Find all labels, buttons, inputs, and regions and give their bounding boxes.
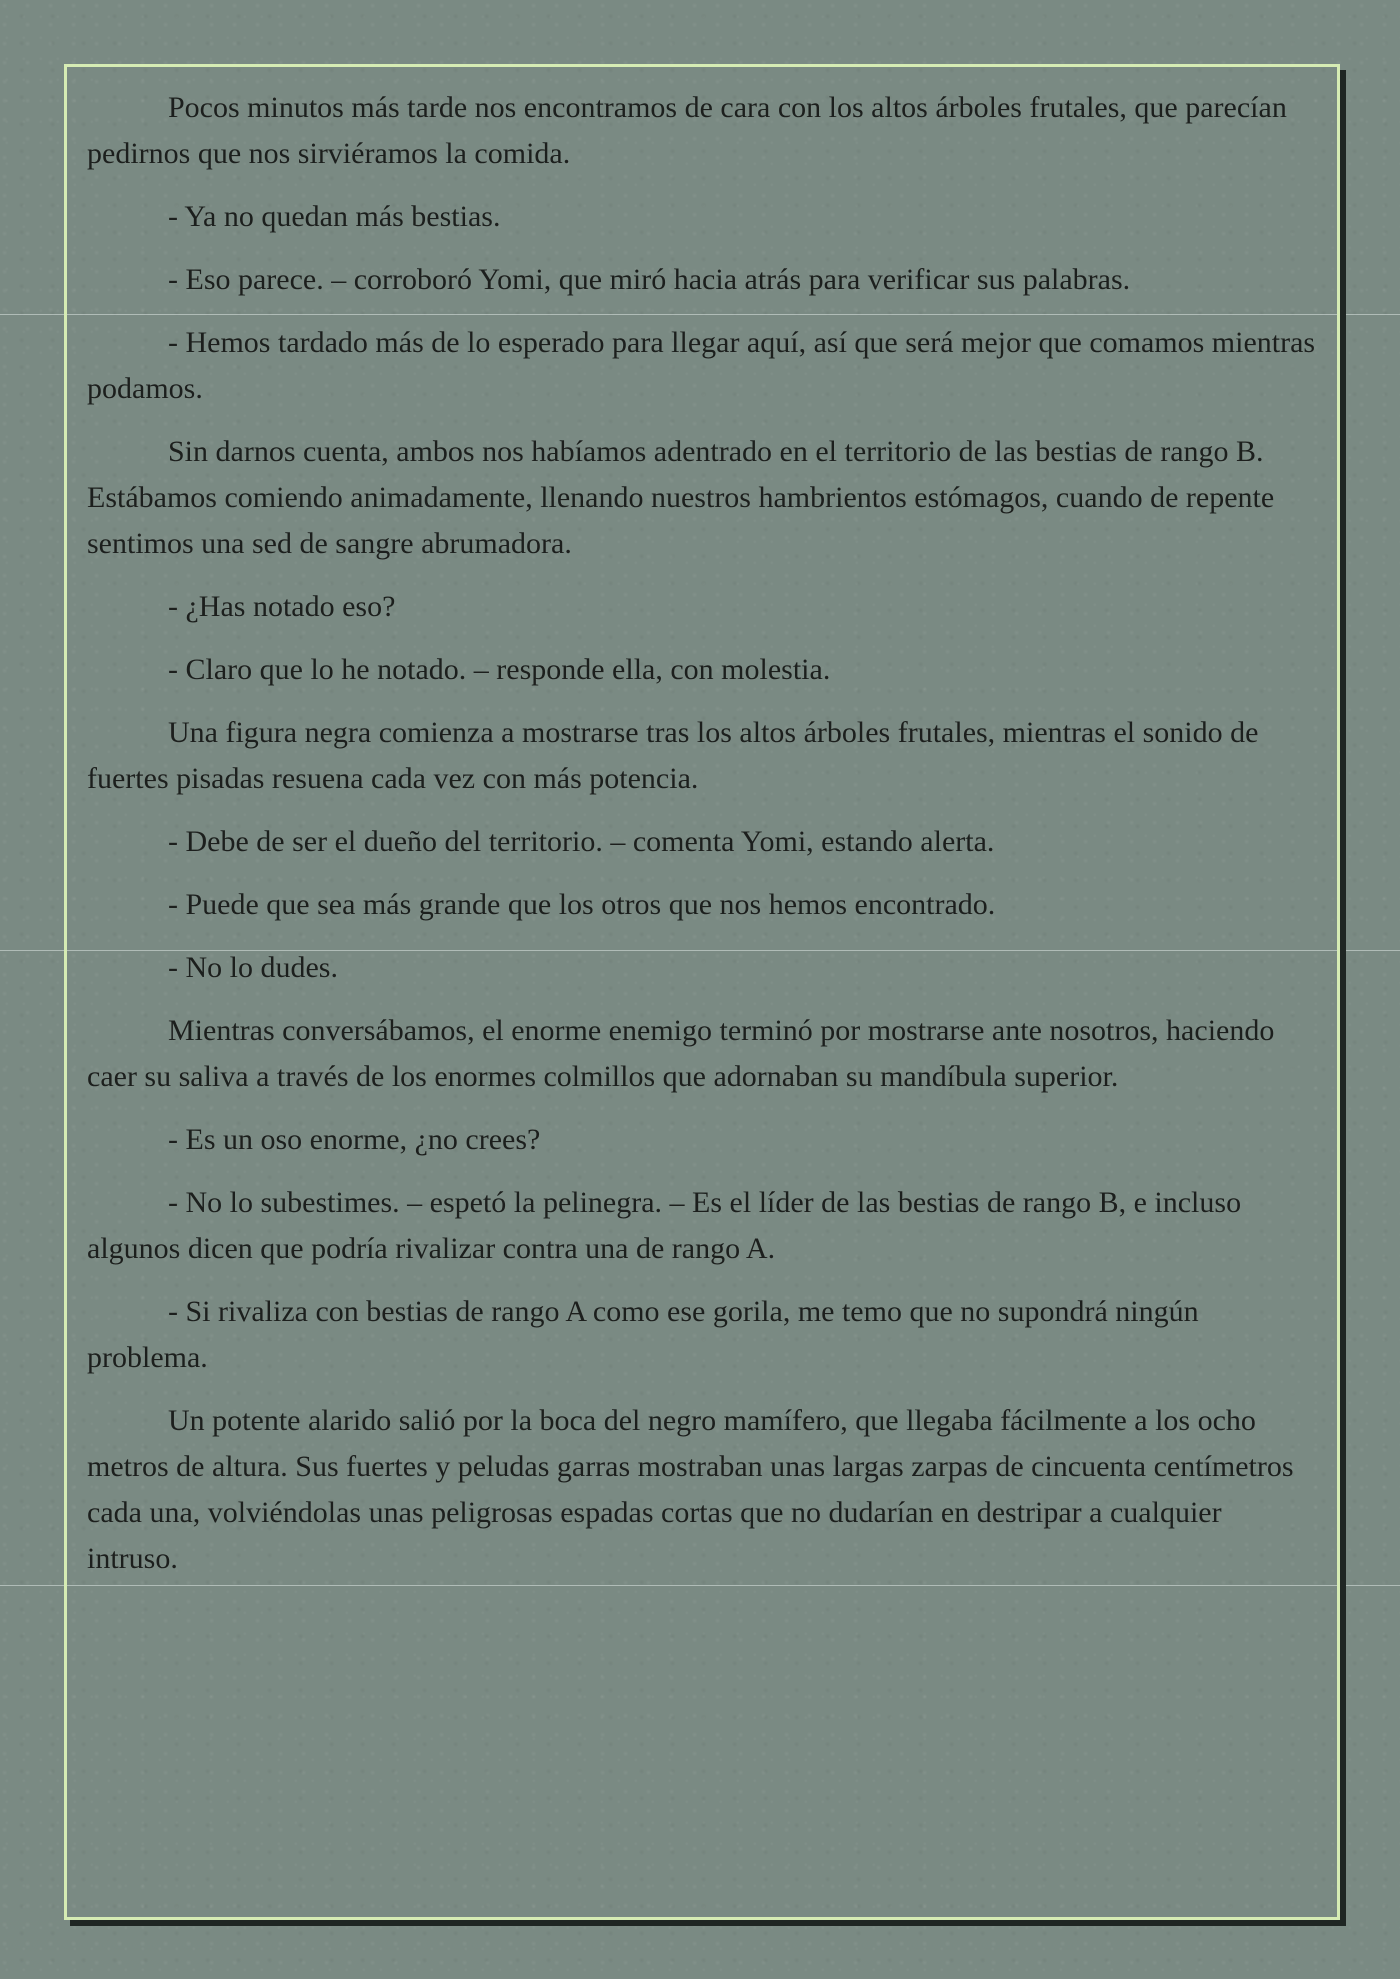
paragraph: Pocos minutos más tarde nos encontramos de cara con los altos árboles frutales, que parecían pedirnos que nos sirviéramos la comida. xyxy=(87,91,1287,170)
paragraph: Sin darnos cuenta, ambos nos habíamos adentrado en el territorio de las bestias de rango B. Estábamos comiendo animadamente, llenando nuestros hambrientos estómagos, cuando de repente sentimos una sed de sangre abrumadora. xyxy=(87,435,1275,560)
dialogue-line: - ¿Has notado eso? xyxy=(168,590,396,623)
dialogue-line: - Si rivaliza con bestias de rango A como ese gorila, me temo que no supondrá ningún problema. xyxy=(87,1295,1199,1374)
dialogue-line: - Claro que lo he notado. – responde ella, con molestia. xyxy=(168,653,831,686)
page-frame xyxy=(64,64,1340,1920)
paragraph: Una figura negra comienza a mostrarse tras los altos árboles frutales, mientras el sonido de fuertes pisadas resuena cada vez con más potencia. xyxy=(87,716,1259,795)
paragraph: Mientras conversábamos, el enorme enemigo terminó por mostrarse ante nosotros, haciendo caer su saliva a través de los enormes colmillos que adornaban su mandíbula superior. xyxy=(87,1014,1275,1093)
dialogue-line: - Ya no quedan más bestias. xyxy=(168,200,501,233)
text-body xyxy=(87,85,1317,1599)
dialogue-line: - Hemos tardado más de lo esperado para llegar aquí, así que será mejor que comamos mientras podamos. xyxy=(87,326,1316,405)
dialogue-line: - Eso parece. – corroboró Yomi, que miró hacia atrás para verificar sus palabras. xyxy=(168,263,1131,296)
paragraph: Un potente alarido salió por la boca del negro mamífero, que llegaba fácilmente a los ocho metros de altura. Sus fuertes y peludas garras mostraban unas largas zarpas de cincuenta centímetros cada una, volviéndolas unas peligrosas espadas cortas que no dudarían en destripar a cualquier intruso. xyxy=(87,1404,1294,1575)
dialogue-line: - No lo dudes. xyxy=(168,951,338,984)
dialogue-line: - No lo subestimes. – espetó la pelinegra. – Es el líder de las bestias de rango B, e incluso algunos dicen que podría rivalizar contra una de rango A. xyxy=(87,1186,1242,1265)
dialogue-line: - Es un oso enorme, ¿no crees? xyxy=(168,1123,541,1156)
dialogue-line: - Puede que sea más grande que los otros que nos hemos encontrado. xyxy=(168,888,996,921)
dialogue-line: - Debe de ser el dueño del territorio. – comenta Yomi, estando alerta. xyxy=(168,825,995,858)
